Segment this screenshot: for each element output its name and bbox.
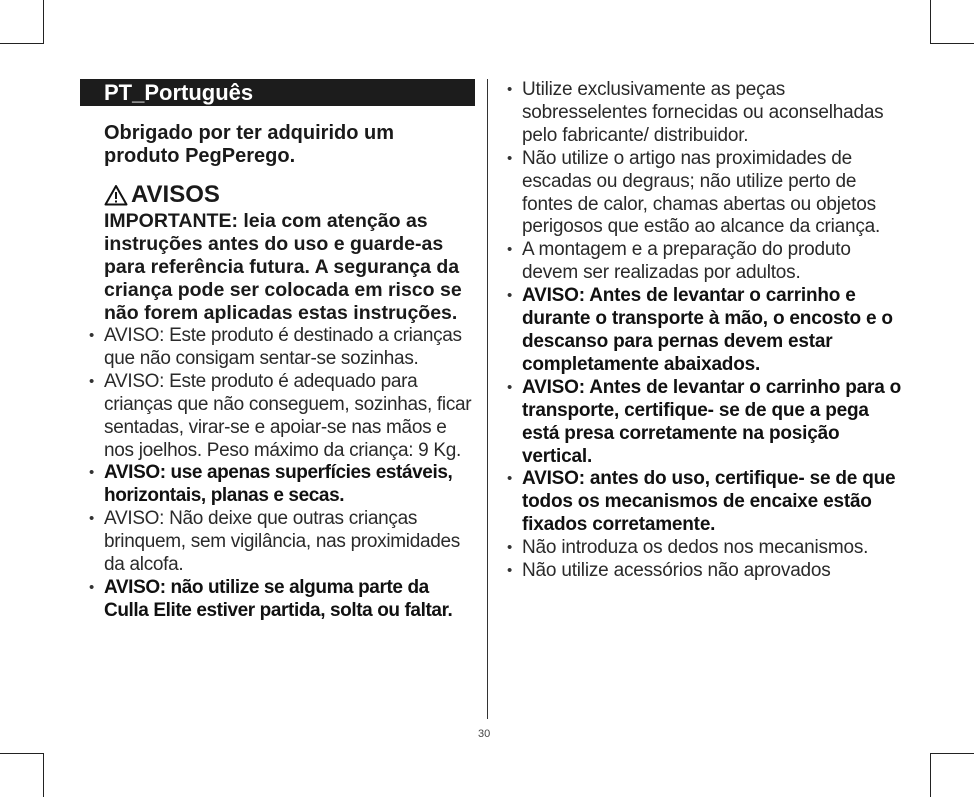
list-item: • Não utilize o artigo nas proximidades de escadas ou degraus; não utilize perto de fontes de calor, chamas abertas ou objetos perigosos que estão ao alcance da criança. — [507, 148, 907, 240]
crop-mark — [930, 43, 974, 44]
list-item: • Utilize exclusivamente as peças sobresselentes fornecidas ou aconselhadas pelo fabricante/ distribuidor. — [507, 79, 907, 148]
crop-mark — [930, 0, 931, 44]
list-item: • AVISO: antes do uso, certifique- se de que todos os mecanismos de encaixe estão fixados corretamente. — [507, 468, 907, 537]
list-item: • AVISO: Antes de levantar o carrinho e durante o transporte à mão, o encosto e o descanso para pernas devem estar completamente abaixados. — [507, 285, 907, 377]
list-item: • AVISO: Este produto é adequado para crianças que não conseguem, sozinhas, ficar sentadas, virar-se e apoiar-se nas mãos e nos joelhos. Peso máximo da criança: 9 Kg. — [80, 371, 475, 463]
right-column — [507, 79, 907, 583]
column-divider — [487, 79, 488, 719]
thank-you-text: Obrigado por ter adquirido um produto PegPerego. — [104, 122, 394, 167]
language-header: PT_Português — [80, 79, 475, 106]
crop-mark — [0, 43, 44, 44]
list-item: • AVISO: use apenas superfícies estáveis, horizontais, planas e secas. — [80, 462, 475, 508]
crop-mark — [43, 753, 44, 797]
crop-mark — [930, 753, 974, 754]
list-item: • AVISO: Antes de levantar o carrinho para o transporte, certifique- se de que a pega está presa corretamente na posição vertical. — [507, 377, 907, 469]
left-column — [80, 79, 475, 623]
list-item: • AVISO: não utilize se alguma parte da Culla Elite estiver partida, solta ou faltar. — [80, 577, 475, 623]
list-item: • Não utilize acessórios não aprovados — [507, 560, 907, 583]
page-number: 30 — [478, 728, 491, 740]
list-item: • A montagem e a preparação do produto devem ser realizadas por adultos. — [507, 239, 907, 285]
list-item: • AVISO: Não deixe que outras crianças brinquem, sem vigilância, nas proximidades da alcofa. — [80, 508, 475, 577]
crop-mark — [930, 753, 931, 797]
left-warning-list — [80, 325, 475, 623]
warning-triangle-icon — [104, 184, 128, 206]
list-item: • Não introduza os dedos nos mecanismos. — [507, 537, 907, 560]
crop-mark — [0, 753, 44, 754]
right-warning-list — [507, 79, 907, 583]
list-item: • AVISO: Este produto é destinado a crianças que não consigam sentar-se sozinhas. — [80, 325, 475, 371]
crop-mark — [43, 0, 44, 44]
warnings-title-text: AVISOS — [131, 181, 220, 208]
important-notice: IMPORTANTE: leia com atenção as instruções antes do uso e guarde-as para referência futura. A segurança da criança pode ser colocada em risco se não forem aplicadas estas instruções. — [104, 210, 462, 324]
warnings-title — [104, 182, 475, 208]
